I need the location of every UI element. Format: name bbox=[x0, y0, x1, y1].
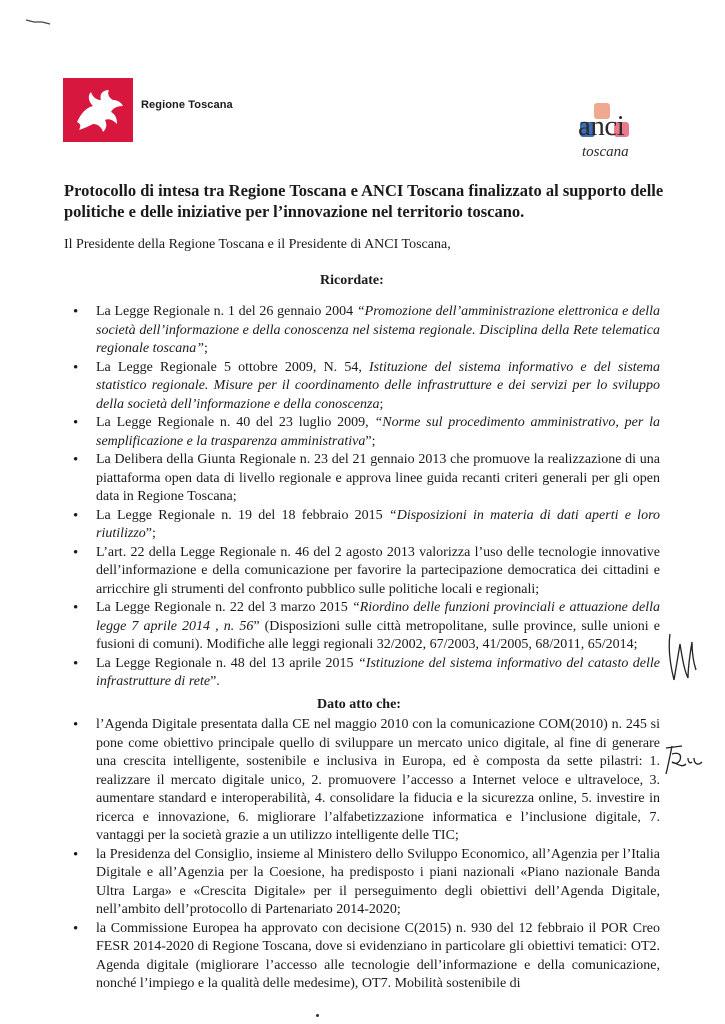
margin-initials-2 bbox=[662, 740, 706, 780]
intro-line: Il Presidente della Regione Toscana e il Presidente di ANCI Toscana, bbox=[64, 237, 451, 252]
list-item: • la Presidenza del Consiglio, insieme al Ministero dello Sviluppo Economico, all’Agenzia per l’Italia Digitale e all’Agenzia per la Coesione, ha predisposto i piani nazionali «Piano nazionale Banda Ultra Larga» e «Crescita Digitale» per il perseguimento degli obiettivi dell’Agenda Digitale, nell’ambito dell’protocollo di Partenariato 2014-2020; bbox=[64, 846, 660, 920]
regione-toscana-logo bbox=[63, 78, 133, 142]
list-item: • l’Agenda Digitale presentata dalla CE nel maggio 2010 con la comunicazione COM(2010) n. 245 si pone come obiettivo principale quello di sviluppare un mercato unico digitale, al fine di generare una crescita intelligente, sostenibile e inclusiva in Europa, ed è composta da sette pilastri: 1. realizzare il mercato digitale unico, 2. promuovere l’accesso a Internet veloce e ultraveloce, 3. aumentare standard e interoperabilità, 4. consolidare la fiducia e la sicurezza online, 5. investire in ricerca e innovazione, 6. migliorare l’alfabetizzazione informatica e l’inclusione digitale, 7. vantaggi per la società grazie a un utilizzo intelligente delle TIC; bbox=[64, 716, 660, 846]
list-item: • La Legge Regionale n. 19 del 18 febbraio 2015 “Disposizioni in materia di dati aperti e loro riutilizzo”; bbox=[64, 507, 660, 544]
document-title: Protocollo di intesa tra Regione Toscana e ANCI Toscana finalizzato al supporto delle politiche e delle iniziative per l’innovazione nel territorio toscano. bbox=[64, 181, 664, 221]
list-item: • la Commissione Europea ha approvato con decisione C(2015) n. 930 del 12 febbraio il POR Creo FESR 2014-2020 di Regione Toscana, dove si evidenziano in particolare gli obiettivi tematici: OT2. Agenda digitale (migliorare l’accesso alle tecnologie dell’informazione e della comunicazione, nonché l’impiego e la qualità delle medesime), OT7. Mobilità sostenibile di bbox=[64, 920, 660, 994]
dato-atto-list bbox=[64, 716, 660, 994]
list-item: • La Legge Regionale n. 1 del 26 gennaio 2004 “Promozione dell’amministrazione elettronica e della società dell’informazione e della conoscenza nel sistema regionale. Disciplina della Rete telematica regionale toscana”; bbox=[64, 303, 660, 359]
regione-toscana-label: Regione Toscana bbox=[141, 99, 233, 111]
list-item: • La Legge Regionale 5 ottobre 2009, N. 54, Istituzione del sistema informativo e del sistema statistico regionale. Misure per il coordinamento delle infrastrutture e dei servizi per lo sviluppo della società dell’informazione e della conoscenza; bbox=[64, 359, 660, 415]
ricordate-list bbox=[64, 303, 660, 692]
list-item: • La Legge Regionale n. 22 del 3 marzo 2015 “Riordino delle funzioni provinciali e attuazione della legge 7 aprile 2014 , n. 56” (Disposizioni sulle città metropolitane, sulle province, sulle unioni e fusioni di comuni). Modifiche alle leggi regionali 32/2002, 67/2003, 41/2005, 68/2011, 65/2014; bbox=[64, 599, 660, 655]
list-item: • La Legge Regionale n. 40 del 23 luglio 2009, “Norme sul procedimento amministrativo, per la semplificazione e la trasparenza amministrativa”; bbox=[64, 414, 660, 451]
section-heading-dato-atto: Dato atto che: bbox=[317, 697, 401, 712]
margin-initials-1 bbox=[664, 630, 698, 688]
anci-logo-word: anci bbox=[578, 110, 625, 142]
list-item: • La Delibera della Giunta Regionale n. 23 del 21 gennaio 2013 che promuove la realizzazione di una piattaforma open data di livello regionale e approva linee guida recanti criteri generali per gli open data in Regione Toscana; bbox=[64, 451, 660, 507]
scan-mark bbox=[24, 14, 54, 28]
scan-speck bbox=[316, 1014, 319, 1017]
section-heading-ricordate: Ricordate: bbox=[320, 273, 384, 288]
anci-logo-subtitle: toscana bbox=[582, 144, 629, 160]
list-item: • La Legge Regionale n. 48 del 13 aprile 2015 “Istituzione del sistema informativo del catasto delle infrastrutture di rete”. bbox=[64, 655, 660, 692]
list-item: • L’art. 22 della Legge Regionale n. 46 del 2 agosto 2013 valorizza l’uso delle tecnologie innovative dell’informazione e della comunicazione per favorire la partecipazione democratica dei cittadini e arricchire gli strumenti del confronto pubblico sulle politiche locali e regionali; bbox=[64, 544, 660, 600]
